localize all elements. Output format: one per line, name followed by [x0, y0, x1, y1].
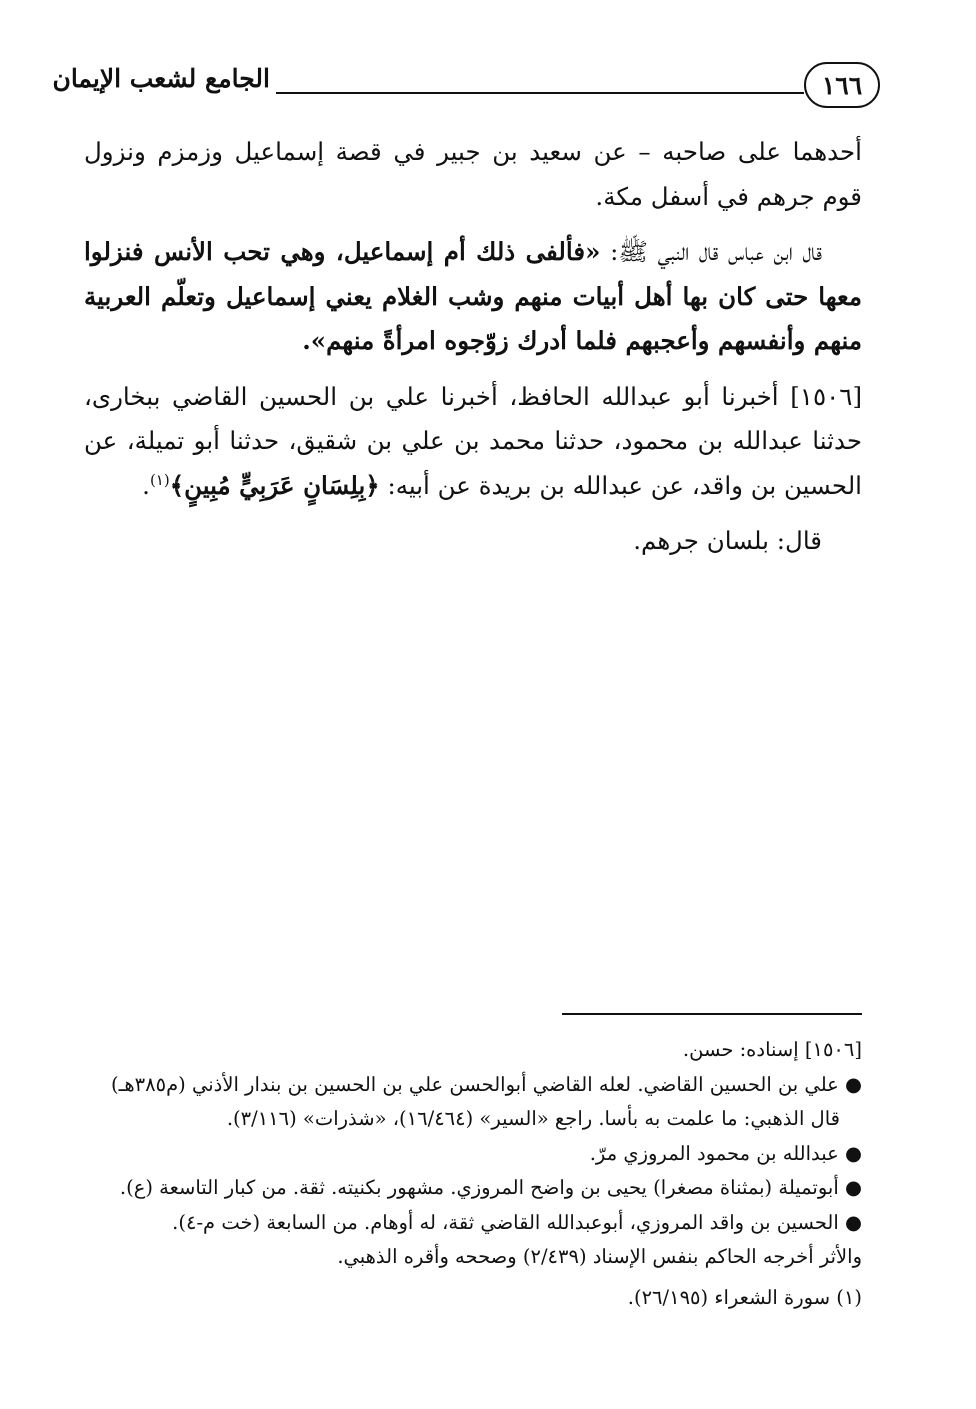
running-header	[52, 62, 880, 122]
footnote-marker: (١)	[149, 470, 170, 489]
hadith-end: .	[142, 470, 150, 500]
hadith-quote: «فألفى ذلك أم إسماعيل، وهي تحب الأنس فنزلوا معها حتى كان بها أهل أبيات منهم وشب الغلام يعني إسماعيل وتعلّم العربية منهم وأنفسهم وأعجبهم فلما أدرك زوّجوه امرأةً منهم».	[84, 237, 862, 355]
footnote-line-7: والأثر أخرجه الحاكم بنفس الإسناد (٢/٤٣٩) وصححه وأقره الذهبي.	[337, 1245, 862, 1268]
footnote-line-2: ● علي بن الحسين القاضي. لعله القاضي أبوالحسن علي بن الحسين بن بندار الأذني (م٣٨٥هـ)	[111, 1072, 862, 1096]
page-number: ١٦٦	[804, 62, 880, 108]
paragraph-1: أحدهما على صاحبه – عن سعيد بن جبير في قصة إسماعيل وزمزم ونزول قوم جرهم في أسفل مكة.	[84, 137, 862, 211]
hadith-1506	[84, 375, 862, 509]
quran-verse: ﴿بِلِسَانٍ عَرَبِيٍّ مُبِينٍ﴾	[169, 470, 380, 500]
header-rule	[276, 92, 804, 94]
hadith-1506-chain: [١٥٠٦] أخبرنا أبو عبدالله الحافظ، أخبرنا علي بن الحسين القاضي ببخارى، حدثنا عبدالله بن محمود، حدثنا محمد بن علي بن شقيق، حدثنا أبو تميلة، عن الحسين بن واقد، عن عبدالله بن بريدة عن أبيه:	[84, 381, 862, 500]
footnote-line-4: ● عبدالله بن محمود المروزي مرّ.	[589, 1141, 862, 1165]
footnote-rule	[562, 1013, 862, 1015]
footnotes	[84, 1033, 862, 1315]
paragraph-2	[84, 230, 862, 364]
book-title: الجامع لشعب الإيمان	[52, 64, 270, 93]
paragraph-final: قال: بلسان جرهم.	[633, 526, 822, 555]
footnote-line-3: قال الذهبي: ما علمت به بأسا. راجع «السير» (١٦/٤٦٤)، «شذرات» (٣/١١٦).	[226, 1107, 840, 1130]
footnote-line-8: (١) سورة الشعراء (٢٦/١٩٥).	[627, 1285, 862, 1309]
footnote-line-5: ● أبوتميلة (بمثناة مصغرا) يحيى بن واضح المروزي. مشهور بكنيته. ثقة. من كبار التاسعة (ع).	[119, 1176, 862, 1199]
paragraph-2-intro: قال ابن عباس قال النبي ﷺ:	[600, 237, 822, 266]
main-text	[84, 130, 862, 575]
footnote-line-6: ● الحسين بن واقد المروزي، أبوعبدالله القاضي ثقة، له أوهام. من السابعة (خت م-٤).	[172, 1210, 862, 1234]
footnote-line-1: [١٥٠٦] إسناده: حسن.	[682, 1038, 862, 1061]
